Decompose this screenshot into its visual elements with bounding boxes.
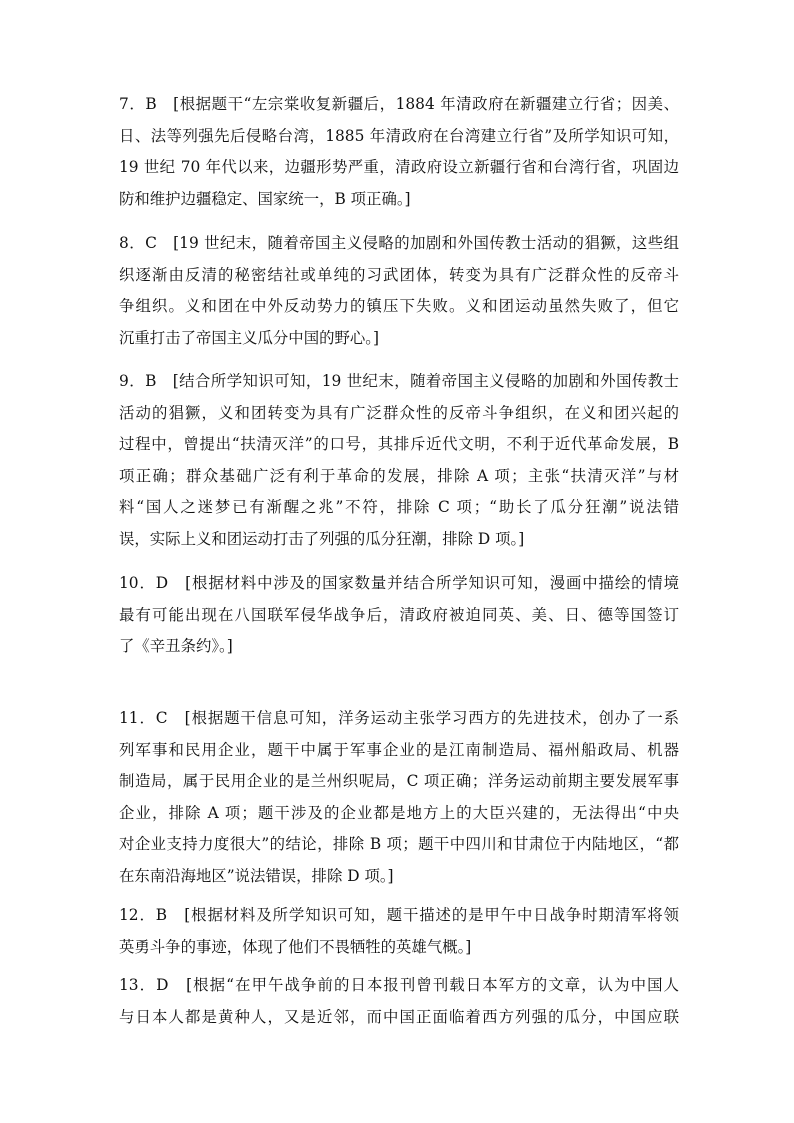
answer-8-line-1: 8．C [19 世纪末，随着帝国主义侵略的加剧和外国传教士活动的猖獗，这些组 bbox=[119, 234, 679, 252]
answer-8 bbox=[119, 228, 679, 354]
answer-7-line-1: 7．B [根据题干“左宗棠收复新疆后，1884 年清政府在新疆建立行省；因美、 bbox=[119, 95, 679, 113]
answer-11 bbox=[119, 703, 679, 892]
answer-11-line-3: 制造局，属于民用企业的是兰州织呢局，C 项正确；洋务运动前期主要发展军事 bbox=[119, 772, 679, 790]
answer-9-line-4: 项正确；群众基础广泛有利于革命的发展，排除 A 项；主张“扶清灭洋”与材 bbox=[119, 466, 679, 485]
answer-12 bbox=[119, 900, 679, 963]
answer-10-line-3: 了《辛丑条约》。] bbox=[119, 637, 233, 655]
answer-8-line-3: 争组织。义和团在中外反动势力的镇压下失败。义和团运动虽然失败了，但它 bbox=[119, 297, 679, 315]
answer-13 bbox=[119, 970, 679, 1033]
answer-11-line-1: 11．C [根据题干信息可知，洋务运动主张学习西方的先进技术，创办了一系 bbox=[119, 709, 679, 727]
answer-7-line-2: 日、法等列强先后侵略台湾，1885 年清政府在台湾建立行省”及所学知识可知， bbox=[119, 126, 679, 145]
answer-9-line-2: 活动的猖獗，义和团转变为具有广泛群众性的反帝斗争组织，在义和团兴起的 bbox=[119, 403, 679, 422]
answer-9-line-1: 9．B [结合所学知识可知，19 世纪末，随着帝国主义侵略的加剧和外国传教士 bbox=[119, 372, 679, 390]
answer-7-line-4: 防和维护边疆稳定、国家统一，B 项正确。] bbox=[119, 189, 411, 208]
answer-8-line-2: 织逐渐由反清的秘密结社或单纯的习武团体，转变为具有广泛群众性的反帝斗 bbox=[119, 265, 679, 284]
answer-9-line-6: 误，实际上义和团运动打击了列强的瓜分狂潮，排除 D 项。] bbox=[119, 529, 525, 548]
answer-11-line-2: 列军事和民用企业，题干中属于军事企业的是江南制造局、福州船政局、机器 bbox=[119, 740, 679, 759]
answer-9-line-3: 过程中，曾提出“扶清灭洋”的口号，其排斥近代文明，不利于近代革命发展，B bbox=[119, 435, 679, 453]
answer-7-line-3: 19 世纪 70 年代以来，边疆形势严重，清政府设立新疆行省和台湾行省，巩固边 bbox=[119, 158, 679, 176]
answer-13-line-1: 13．D [根据“在甲午战争前的日本报刊曾刊载日本军方的文章，认为中国人 bbox=[119, 976, 679, 994]
answer-11-line-5: 对企业支持力度很大”的结论，排除 B 项；题干中四川和甘肃位于内陆地区，“都 bbox=[119, 835, 679, 853]
answer-10 bbox=[119, 568, 679, 663]
answer-9-line-5: 料“国人之迷梦已有渐醒之兆”不符，排除 C 项；“助长了瓜分狂潮”说法错 bbox=[119, 498, 679, 516]
answer-13-line-2: 与日本人都是黄种人，又是近邻，而中国正面临着西方列强的瓜分，中国应联 bbox=[119, 1007, 679, 1026]
answer-11-line-6: 在东南沿海地区”说法错误，排除 D 项。] bbox=[119, 866, 394, 885]
answer-10-line-1: 10．D [根据材料中涉及的国家数量并结合所学知识可知，漫画中描绘的情境 bbox=[119, 574, 679, 592]
answer-7 bbox=[119, 89, 679, 215]
answer-8-line-4: 沉重打击了帝国主义瓜分中国的野心。] bbox=[119, 328, 379, 347]
answer-12-line-2: 英勇斗争的事迹，体现了他们不畏牺牲的英雄气概。] bbox=[119, 937, 472, 956]
answer-11-line-4: 企业，排除 A 项；题干涉及的企业都是地方上的大臣兴建的，无法得出“中央 bbox=[119, 803, 679, 822]
answer-10-line-2: 最有可能出现在八国联军侵华战争后，清政府被迫同英、美、日、德等国签订 bbox=[119, 605, 679, 624]
answer-12-line-1: 12．B [根据材料及所学知识可知，题干描述的是甲午中日战争时期清军将领 bbox=[119, 906, 679, 924]
answer-9 bbox=[119, 366, 679, 555]
